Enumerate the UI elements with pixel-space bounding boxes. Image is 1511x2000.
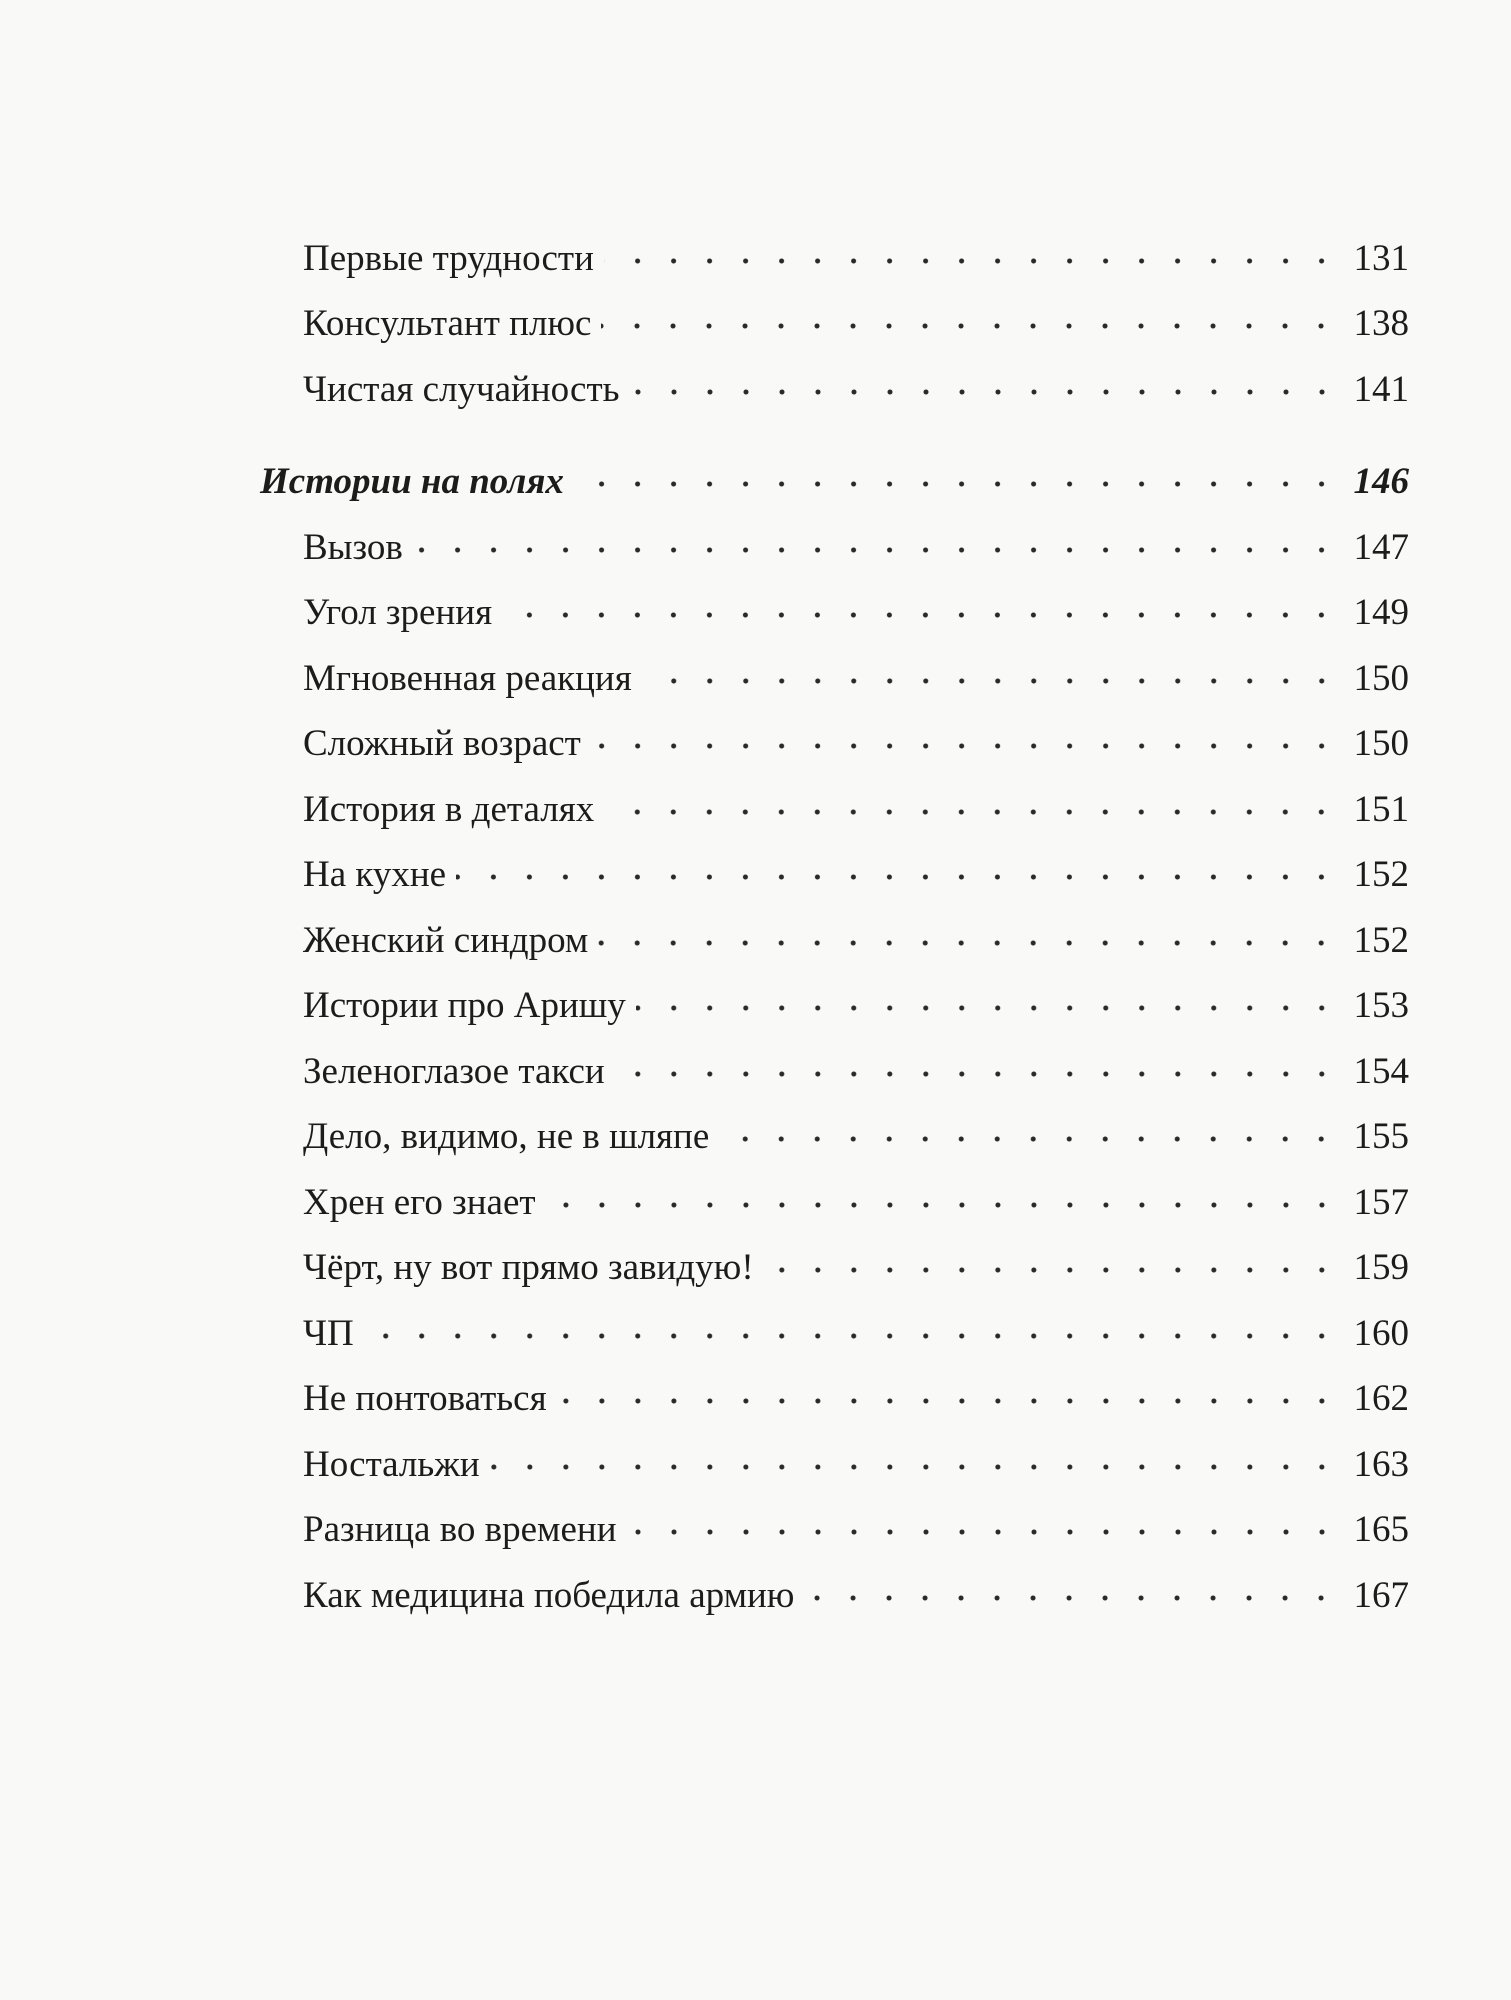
toc-entry-page-number: 141 (1353, 369, 1409, 410)
toc-entry-page-number: 163 (1353, 1444, 1409, 1485)
dot-leader (804, 1586, 1339, 1610)
toc-entry (303, 1504, 1409, 1556)
toc-entry (303, 849, 1409, 901)
toc-entry-title: Чистая случайность (303, 369, 620, 410)
toc-entry (303, 1570, 1409, 1622)
toc-entry-title: Сложный возраст (303, 723, 581, 764)
toc-entry (303, 364, 1409, 416)
dot-leader (615, 1062, 1340, 1086)
toc-entry-title: Разница во времени (303, 1509, 617, 1550)
toc-entry-title: Угол зрения (303, 592, 493, 633)
toc-entry (303, 1046, 1409, 1098)
dot-leader (502, 603, 1339, 627)
dot-leader (601, 314, 1339, 338)
toc-entry-title: Не понтоваться (303, 1378, 547, 1419)
toc-entry-title: Хрен его знает (303, 1182, 536, 1223)
toc-entry (303, 653, 1409, 705)
toc-entry-title: Мгновенная реакция (303, 658, 632, 699)
dot-leader (456, 865, 1339, 889)
dot-leader (413, 538, 1340, 562)
toc-entry-page-number: 153 (1353, 985, 1409, 1026)
toc-entry (303, 233, 1409, 285)
toc-entry-page-number: 146 (1353, 461, 1409, 502)
dot-leader (591, 734, 1340, 758)
dot-leader (490, 1455, 1340, 1479)
toc-entry-page-number: 149 (1353, 592, 1409, 633)
toc-entry-title: Ностальжи (303, 1444, 480, 1485)
toc-entry-page-number: 131 (1353, 238, 1409, 279)
toc-entry-title: Женский синдром (303, 920, 589, 961)
dot-leader (574, 472, 1340, 496)
dot-leader (557, 1389, 1340, 1413)
toc-entry-page-number: 150 (1353, 723, 1409, 764)
toc-entry-title: История в деталях (303, 789, 595, 830)
dot-leader (598, 931, 1339, 955)
toc-entry-page-number: 151 (1353, 789, 1409, 830)
toc-entry-page-number: 167 (1353, 1575, 1409, 1616)
toc-entry-title: Зеленоглазое такси (303, 1051, 605, 1092)
toc-entry-page-number: 157 (1353, 1182, 1409, 1223)
dot-leader (719, 1127, 1339, 1151)
toc-entry-page-number: 150 (1353, 658, 1409, 699)
toc-entry (303, 587, 1409, 639)
dot-leader (764, 1258, 1340, 1282)
toc-entry-page-number: 155 (1353, 1116, 1409, 1157)
toc-entry (303, 718, 1409, 770)
toc-entry-page-number: 152 (1353, 920, 1409, 961)
toc-entry-title: Консультант плюс (303, 303, 592, 344)
toc-entry-page-number: 165 (1353, 1509, 1409, 1550)
dot-leader (604, 800, 1339, 824)
toc-entry-title: Чёрт, ну вот прямо завидую! (303, 1247, 754, 1288)
toc-entry-title: Истории про Аришу (303, 985, 626, 1026)
dot-leader (627, 1520, 1340, 1544)
toc-entry-page-number: 160 (1353, 1313, 1409, 1354)
toc-entry-page-number: 147 (1353, 527, 1409, 568)
toc-entry (303, 1242, 1409, 1294)
toc-entry (303, 298, 1409, 350)
toc-entry-page-number: 154 (1353, 1051, 1409, 1092)
toc-entry (303, 1111, 1409, 1163)
dot-leader (642, 669, 1340, 693)
dot-leader (364, 1324, 1340, 1348)
toc-entry-page-number: 162 (1353, 1378, 1409, 1419)
toc-entry (303, 522, 1409, 574)
toc-entry (303, 1373, 1409, 1425)
dot-leader (636, 996, 1340, 1020)
toc-entry (303, 1439, 1409, 1491)
toc-entry-title: На кухне (303, 854, 447, 895)
toc-entry-title: Как медицина победила армию (303, 1575, 795, 1616)
dot-leader (546, 1193, 1340, 1217)
toc-entry-title: Дело, видимо, не в шляпе (303, 1116, 710, 1157)
toc-entry (303, 784, 1409, 836)
toc-entry (303, 1308, 1409, 1360)
toc-entry-page-number: 152 (1353, 854, 1409, 895)
toc-entry-title: Первые трудности (303, 238, 594, 279)
toc-entry-title: Истории на полях (260, 461, 564, 502)
dot-leader (604, 249, 1340, 273)
toc-entry-title: Вызов (303, 527, 403, 568)
toc-entry (303, 1177, 1409, 1229)
toc-entry-title: ЧП (303, 1313, 354, 1354)
toc-section-heading (260, 456, 1409, 508)
dot-leader (630, 380, 1340, 404)
toc-entry (303, 915, 1409, 967)
toc-entry (303, 980, 1409, 1032)
toc-entry-page-number: 159 (1353, 1247, 1409, 1288)
toc-entry-page-number: 138 (1353, 303, 1409, 344)
